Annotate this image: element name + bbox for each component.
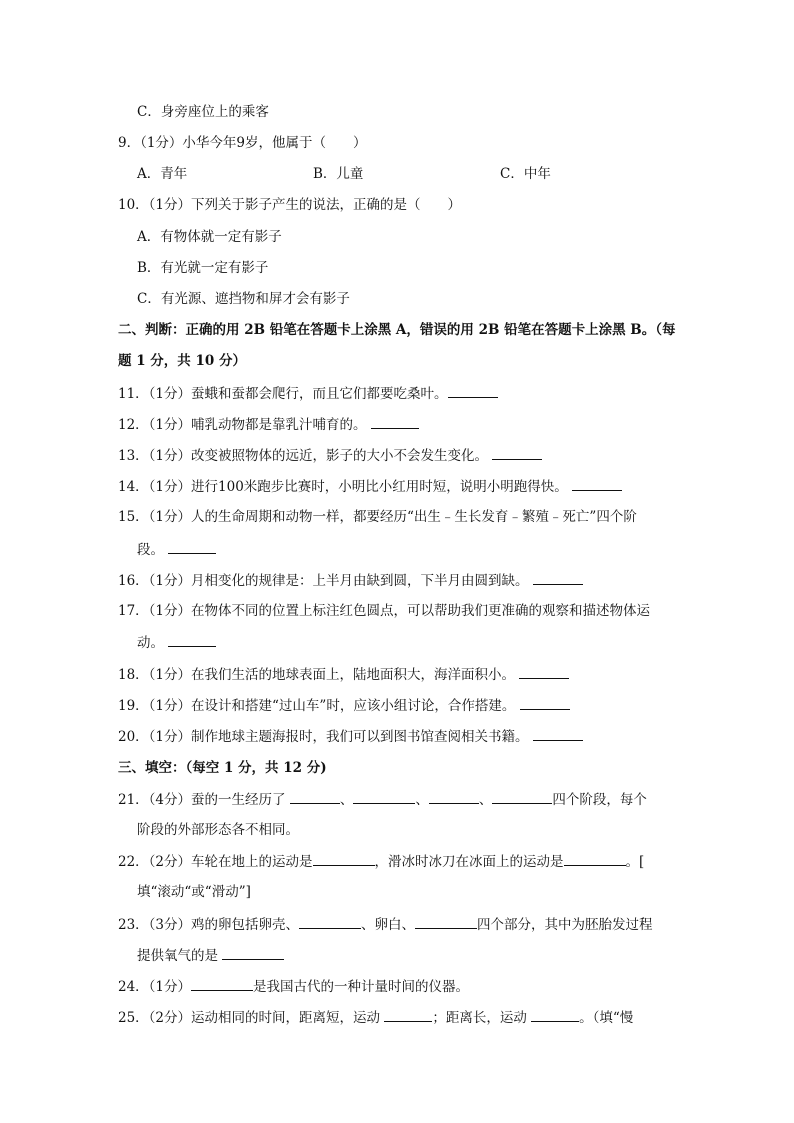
question-25 — [118, 1007, 633, 1028]
question-18-text: 18．（1分）在我们生活的地球表面上，陆地面积大，海洋面积小。 — [118, 667, 516, 683]
question-15-line1: 15．（1分）人的生命周期和动物一样，都要经历“出生﹣生长发育﹣繁殖﹣死亡”四个阶 — [118, 509, 637, 525]
question-14-text: 14．（1分）进行100米跑步比赛时，小明比小红用时短，说明小明跑得快。 — [118, 479, 568, 495]
question-23-text-mid: 、卵白、 — [361, 917, 416, 933]
fill-blank[interactable] — [299, 914, 361, 929]
fill-blank[interactable] — [564, 851, 626, 866]
question-17-text-end: 动。 — [137, 635, 164, 651]
fill-blank[interactable] — [531, 1007, 579, 1022]
question-25-text-end: 。（填“慢 — [579, 1010, 634, 1026]
question-21-line1 — [118, 789, 647, 810]
fill-blank[interactable] — [492, 789, 552, 804]
question-24 — [118, 976, 469, 997]
fill-blank[interactable] — [384, 1007, 432, 1022]
fill-blank[interactable] — [415, 914, 477, 929]
question-25-text: 25．（2分）运动相同的时间，距离短，运动 — [118, 1010, 381, 1026]
fill-blank[interactable] — [290, 789, 340, 804]
question-12-text: 12．（1分）哺乳动物都是靠乳汁哺育的。 — [118, 417, 367, 433]
question-24-text: 24．（1分） — [118, 979, 192, 995]
q9-option-c: C．中年 — [500, 166, 551, 182]
answer-blank[interactable] — [533, 570, 583, 585]
question-16 — [118, 570, 583, 591]
question-17-line1: 17．（1分）在物体不同的位置上标注红色圆点，可以帮助我们更准确的观察和描述物体运 — [118, 603, 651, 619]
q10-stem: 10．（1分）下列关于影子产生的说法，正确的是（ ） — [118, 197, 462, 213]
separator: 、 — [478, 792, 493, 808]
question-14 — [118, 476, 622, 497]
answer-blank[interactable] — [371, 414, 419, 429]
question-11 — [118, 383, 498, 404]
question-18 — [118, 664, 569, 685]
answer-blank[interactable] — [520, 695, 570, 710]
question-23-text-end: 四个部分，其中为胚胎发过程 — [477, 917, 653, 933]
q9-option-a: A．青年 — [137, 166, 188, 182]
question-25-text-mid: ；距离长，运动 — [432, 1010, 527, 1026]
q8-option-c: C．身旁座位上的乘客 — [137, 104, 269, 120]
question-19-text: 19．（1分）在设计和搭建“过山车”时，应该小组讨论，合作搭建。 — [118, 698, 516, 714]
question-15-line2 — [137, 539, 216, 560]
question-22-text: 22．（2分）车轮在地上的运动是 — [118, 854, 313, 870]
question-19 — [118, 695, 570, 716]
answer-blank[interactable] — [168, 539, 216, 554]
question-24-text-end: 是我国古代的一种计量时间的仪器。 — [253, 979, 470, 995]
answer-blank[interactable] — [533, 726, 583, 741]
fill-blank[interactable] — [222, 945, 284, 960]
fill-blank[interactable] — [429, 789, 479, 804]
question-21-text-cont: 四个阶段，每个 — [552, 792, 647, 808]
question-21-text: 21．（4分）蚕的一生经历了 — [118, 792, 286, 808]
question-13-text: 13．（1分）改变被照物体的远近，影子的大小不会发生变化。 — [118, 448, 489, 464]
section-2-heading-line1: 二、判断：正确的用 2B 铅笔在答题卡上涂黑 A，错误的用 2B 铅笔在答题卡上涂黑 B。（每 — [118, 322, 676, 338]
separator: 、 — [415, 792, 429, 808]
q10-option-c: C．有光源、遮挡物和屏才会有影子 — [137, 291, 350, 307]
question-22-text-mid: ，滑冰时冰刀在冰面上的运动是 — [374, 854, 564, 870]
question-23-line2 — [137, 945, 284, 966]
question-23-line1 — [118, 914, 653, 935]
answer-blank[interactable] — [519, 664, 569, 679]
question-15-text-end: 段。 — [137, 542, 164, 558]
answer-blank[interactable] — [168, 632, 216, 647]
q9-stem: 9．（1分）小华今年9岁，他属于（ ） — [118, 135, 367, 151]
question-17-line2 — [137, 632, 216, 653]
question-20 — [118, 726, 583, 747]
question-12 — [118, 414, 419, 435]
question-22-line2: 填“滚动“或“滑动”] — [137, 884, 251, 900]
fill-blank[interactable] — [353, 789, 415, 804]
fill-blank[interactable] — [191, 976, 253, 991]
section-2-heading-line2: 题 1 分，共 10 分） — [118, 353, 246, 369]
question-22-line1 — [118, 851, 644, 872]
section-3-heading: 三、填空：（每空 1 分，共 12 分) — [118, 760, 327, 776]
question-16-text: 16．（1分）月相变化的规律是：上半月由缺到圆，下半月由圆到缺。 — [118, 573, 529, 589]
q10-option-b: B．有光就一定有影子 — [137, 260, 269, 276]
fill-blank[interactable] — [313, 851, 375, 866]
question-11-text: 11．（1分）蚕蛾和蚕都会爬行，而且它们都要吃桑叶。 — [118, 386, 448, 402]
question-23-text-l2: 提供氧气的是 — [137, 948, 218, 964]
q9-option-b: B．儿童 — [313, 166, 364, 182]
question-20-text: 20．（1分）制作地球主题海报时，我们可以到图书馆查阅相关书籍。 — [118, 729, 529, 745]
question-23-text: 23．（3分）鸡的卵包括卵壳、 — [118, 917, 300, 933]
question-22-text-end: 。[ — [625, 854, 645, 870]
question-13 — [118, 445, 542, 466]
q10-option-a: A．有物体就一定有影子 — [137, 229, 282, 245]
answer-blank[interactable] — [572, 476, 622, 491]
answer-blank[interactable] — [448, 383, 498, 398]
question-21-line2: 阶段的外部形态各不相同。 — [137, 822, 299, 838]
separator: 、 — [339, 792, 354, 808]
answer-blank[interactable] — [492, 445, 542, 460]
